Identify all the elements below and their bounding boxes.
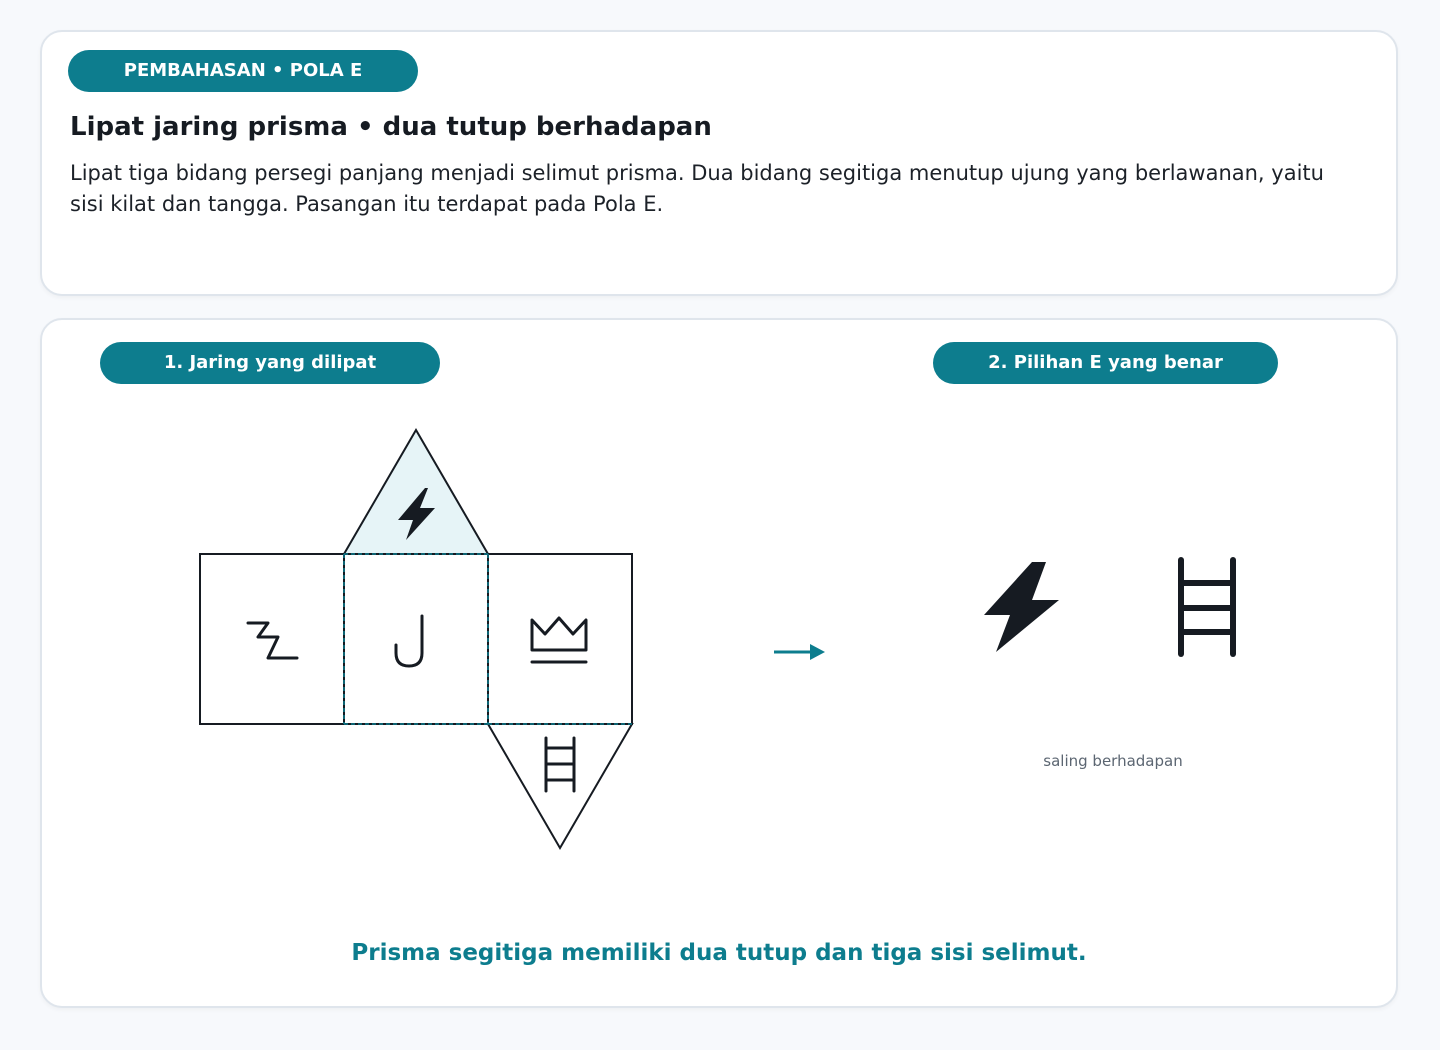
result-icons (984, 560, 1233, 654)
ladder-icon (1181, 560, 1233, 654)
net-face-left-rectangle (200, 554, 344, 724)
explanation-card (40, 30, 1398, 296)
conclusion-caption: Prisma segitiga memiliki dua tutup dan tiga sisi selimut. (351, 940, 1087, 966)
net-face-top-triangle (344, 430, 488, 554)
page-title: Lipat jaring prisma • dua tutup berhadapan (70, 112, 712, 142)
lightning-bolt-icon (984, 562, 1059, 652)
net-face-middle-rectangle (344, 554, 488, 724)
arrow-right-icon (774, 644, 825, 660)
section-tag: PEMBAHASAN • POLA E (68, 50, 418, 92)
step-2-label: 2. Pilihan E yang benar (933, 342, 1278, 384)
prism-net (200, 430, 632, 848)
net-face-bottom-triangle (488, 724, 632, 848)
explanation-text: Lipat tiga bidang persegi panjang menjadi selimut prisma. Dua bidang segitiga menutup ujung yang berlawanan, yaitu sisi kilat dan tangga. Pasangan itu terdapat pada Pola E. (70, 161, 1324, 216)
prism-net-diagram (42, 320, 1398, 1010)
net-face-right-rectangle (488, 554, 632, 724)
step-1-label: 1. Jaring yang dilipat (100, 342, 440, 384)
diagram-card (40, 318, 1398, 1008)
result-note: saling berhadapan (1043, 752, 1183, 770)
